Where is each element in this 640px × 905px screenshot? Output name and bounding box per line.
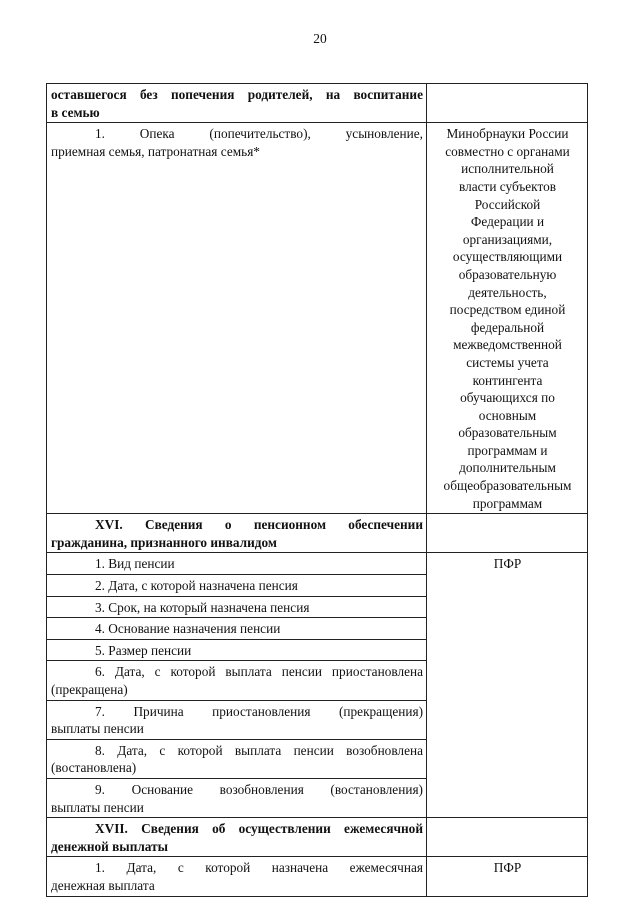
text-line: 1. Опека (попечительство), усыновление, <box>95 126 423 142</box>
agency-line: деятельность, <box>468 284 547 300</box>
pension-item <box>47 739 427 778</box>
text-line: 6. Дата, с которой выплата пенсии приостановлена <box>95 664 423 680</box>
agency-line: контингента <box>472 372 543 388</box>
empty-cell <box>427 818 588 857</box>
agency-line: организациями, <box>462 231 553 247</box>
agency-line: Российской <box>474 196 541 212</box>
pension-item <box>47 778 427 817</box>
agency-line: исполнительной <box>461 161 554 177</box>
text-line: XVI. Сведения о пенсионном обеспечении <box>95 517 423 533</box>
empty-cell <box>427 84 588 123</box>
pension-item <box>47 575 427 597</box>
agency-line: образовательным <box>458 425 557 441</box>
section-heading-xvi <box>47 514 427 553</box>
table-row <box>47 553 588 575</box>
text-line: 1. Дата, с которой назначена ежемесячная <box>95 860 423 876</box>
text-line: 1. Вид пенсии <box>95 556 175 572</box>
text-line: денежная выплата <box>51 877 155 893</box>
agency-line: образовательную <box>458 266 557 282</box>
agency-line: власти субъектов <box>458 178 557 194</box>
section-heading-xvii <box>47 818 427 857</box>
table-row <box>47 857 588 896</box>
agency-line: основным <box>478 407 537 423</box>
pension-item <box>47 553 427 575</box>
responsible-agency <box>427 123 588 514</box>
text-line: 8. Дата, с которой выплата пенсии возобновлена <box>95 742 423 758</box>
empty-cell <box>427 514 588 553</box>
pension-agency <box>427 553 588 818</box>
pension-item <box>47 618 427 640</box>
pension-item <box>47 596 427 618</box>
agency-line: межведомственной <box>453 337 562 353</box>
text-line: в семью <box>51 104 100 120</box>
agency-line: дополнительным <box>459 460 556 476</box>
text-line: 3. Срок, на который назначена пенсия <box>95 599 310 615</box>
pension-item <box>47 639 427 661</box>
agency-line: посредством единой <box>449 302 566 318</box>
text-line: (востановлена) <box>51 760 137 776</box>
agency-line: обучающихся по <box>460 390 555 406</box>
text-line: приемная семья, патронатная семья* <box>51 143 260 159</box>
pension-item <box>47 700 427 739</box>
text-line: XVII. Сведения об осуществлении ежемесячной <box>95 821 423 837</box>
text-line: выплаты пенсии <box>51 799 144 815</box>
section-heading-continuation <box>47 84 427 123</box>
pension-item <box>47 661 427 700</box>
data-sources-table <box>46 83 588 897</box>
agency-line: федеральной <box>470 319 545 335</box>
agency-line: Минобрнауки России <box>446 126 569 142</box>
text-line: 5. Размер пенсии <box>95 642 192 658</box>
agency-line: общеобразовательным <box>443 478 572 494</box>
text-line: оставшегося без попечения родителей, на воспитание <box>51 87 423 102</box>
monthly-payment-agency <box>427 857 588 896</box>
agency-line: ПФР <box>493 860 522 876</box>
agency-line: ПФР <box>493 556 522 572</box>
agency-line: осуществляющими <box>452 249 563 265</box>
agency-line: Федерации и <box>470 214 545 230</box>
text-line: выплаты пенсии <box>51 721 144 737</box>
agency-line: программам <box>472 495 543 511</box>
text-line: (прекращена) <box>51 682 128 697</box>
table-row <box>47 818 588 857</box>
text-line: 2. Дата, с которой назначена пенсия <box>95 578 298 594</box>
text-line: денежной выплаты <box>51 838 169 854</box>
text-line: 9. Основание возобновления (востановления) <box>95 781 423 797</box>
text-line: 4. Основание назначения пенсии <box>95 621 281 637</box>
text-line: 7. Причина приостановления (прекращения) <box>95 703 423 719</box>
table-row <box>47 123 588 514</box>
page-number: 20 <box>313 31 327 46</box>
agency-line: системы учета <box>466 354 549 370</box>
table-row <box>47 84 588 123</box>
agency-line: совместно с органами <box>445 143 570 159</box>
item-guardianship <box>47 123 427 514</box>
monthly-payment-item <box>47 857 427 896</box>
agency-line: программам и <box>467 442 548 458</box>
table-row <box>47 514 588 553</box>
text-line: гражданина, признанного инвалидом <box>51 534 277 550</box>
